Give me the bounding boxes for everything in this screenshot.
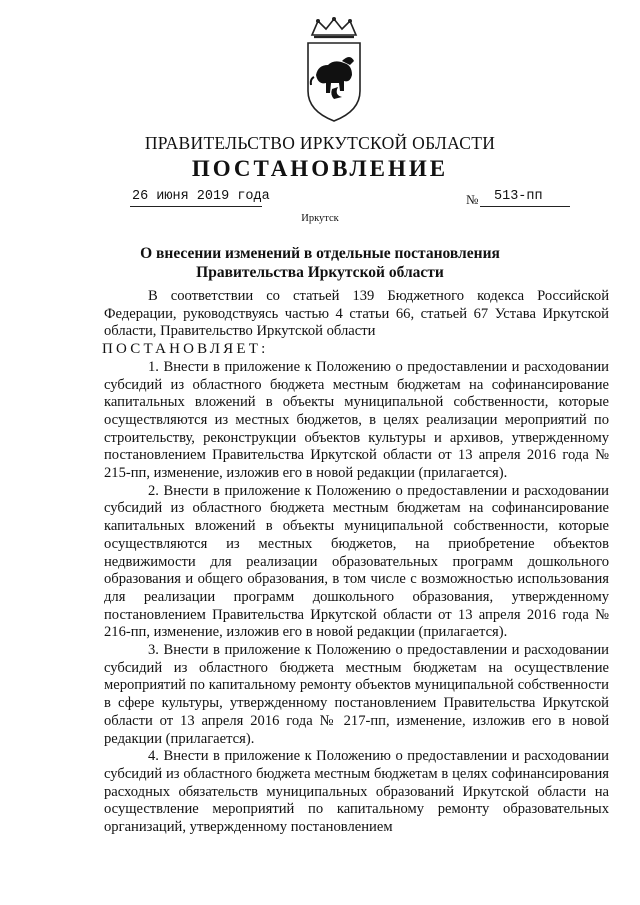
- document-type-title: ПОСТАНОВЛЕНИЕ: [191, 156, 449, 181]
- document-heading: О внесении изменений в отдельные постановления Правительства Иркутской области: [140, 245, 500, 281]
- date-underline: [130, 206, 262, 207]
- government-title: ПРАВИТЕЛЬСТВО ИРКУТСКОЙ ОБЛАСТИ: [144, 133, 496, 153]
- document-date: 26 июня 2019 года: [132, 189, 270, 204]
- document-body: [104, 288, 609, 837]
- preamble-paragraph: В соответствии со статьей 139 Бюджетного кодекса Российской Федерации, руководствуясь частью 4 статьи 66, статьей 67 Устава Иркутской области, Правительство Иркутской области: [104, 288, 609, 340]
- item-paragraph-4: 4. Внести в приложение к Положению о предоставлении и расходовании субсидий из областного бюджета местным бюджетам в целях софинансирования расходных обязательств муниципальных образований Иркутской области на осуществление мероприятий по капитальному ремонту образовательных организаций, утвержденному постановлением: [104, 748, 609, 836]
- item-paragraph-3: 3. Внести в приложение к Положению о предоставлении и расходовании субсидий из областного бюджета местным бюджетам на осуществление мероприятий по капитальному ремонту объектов муниципальной собственности в сфере культуры, утвержденному постановлением Правительства Иркутской области от 13 апреля 2016 года № 217-пп, изменение, изложив его в новой редакции (прилагается).: [104, 642, 609, 747]
- document-city: Иркутск: [301, 213, 339, 224]
- document-number: 513-пп: [494, 189, 543, 204]
- item-paragraph-2: 2. Внести в приложение к Положению о предоставлении и расходовании субсидий из областного бюджета местным бюджетам на софинансирование капитальных вложений в объекты муниципальной собственности, которые осуществляются из местных бюджетов, на приобретение объектов недвижимости для реализации образовательных программ дошкольного образования и общего образования, в том числе с возможностью использования для реализации программ дошкольного образования, утвержденному постановлением Правительства Иркутской области от 13 апреля 2016 года № 216-пп, изменение, изложив его в новой редакции (прилагается).: [104, 482, 609, 641]
- number-sign: №: [466, 192, 479, 207]
- decree-word: ПОСТАНОВЛЯЕТ:: [102, 341, 269, 358]
- item-paragraph-1: 1. Внести в приложение к Положению о предоставлении и расходовании субсидий из областного бюджета местным бюджетам на софинансирование капитальных вложений в объекты муниципальной собственности, которые осуществляются из местных бюджетов, в целях реализации мероприятий по строительству, реконструкции объектов культуры и архивов, утвержденному постановлением Правительства Иркутской области от 13 апреля 2016 года № 215-пп, изменение, изложив его в новой редакции (прилагается).: [104, 358, 609, 482]
- coat-of-arms-icon: [304, 17, 364, 127]
- number-underline: [480, 206, 570, 207]
